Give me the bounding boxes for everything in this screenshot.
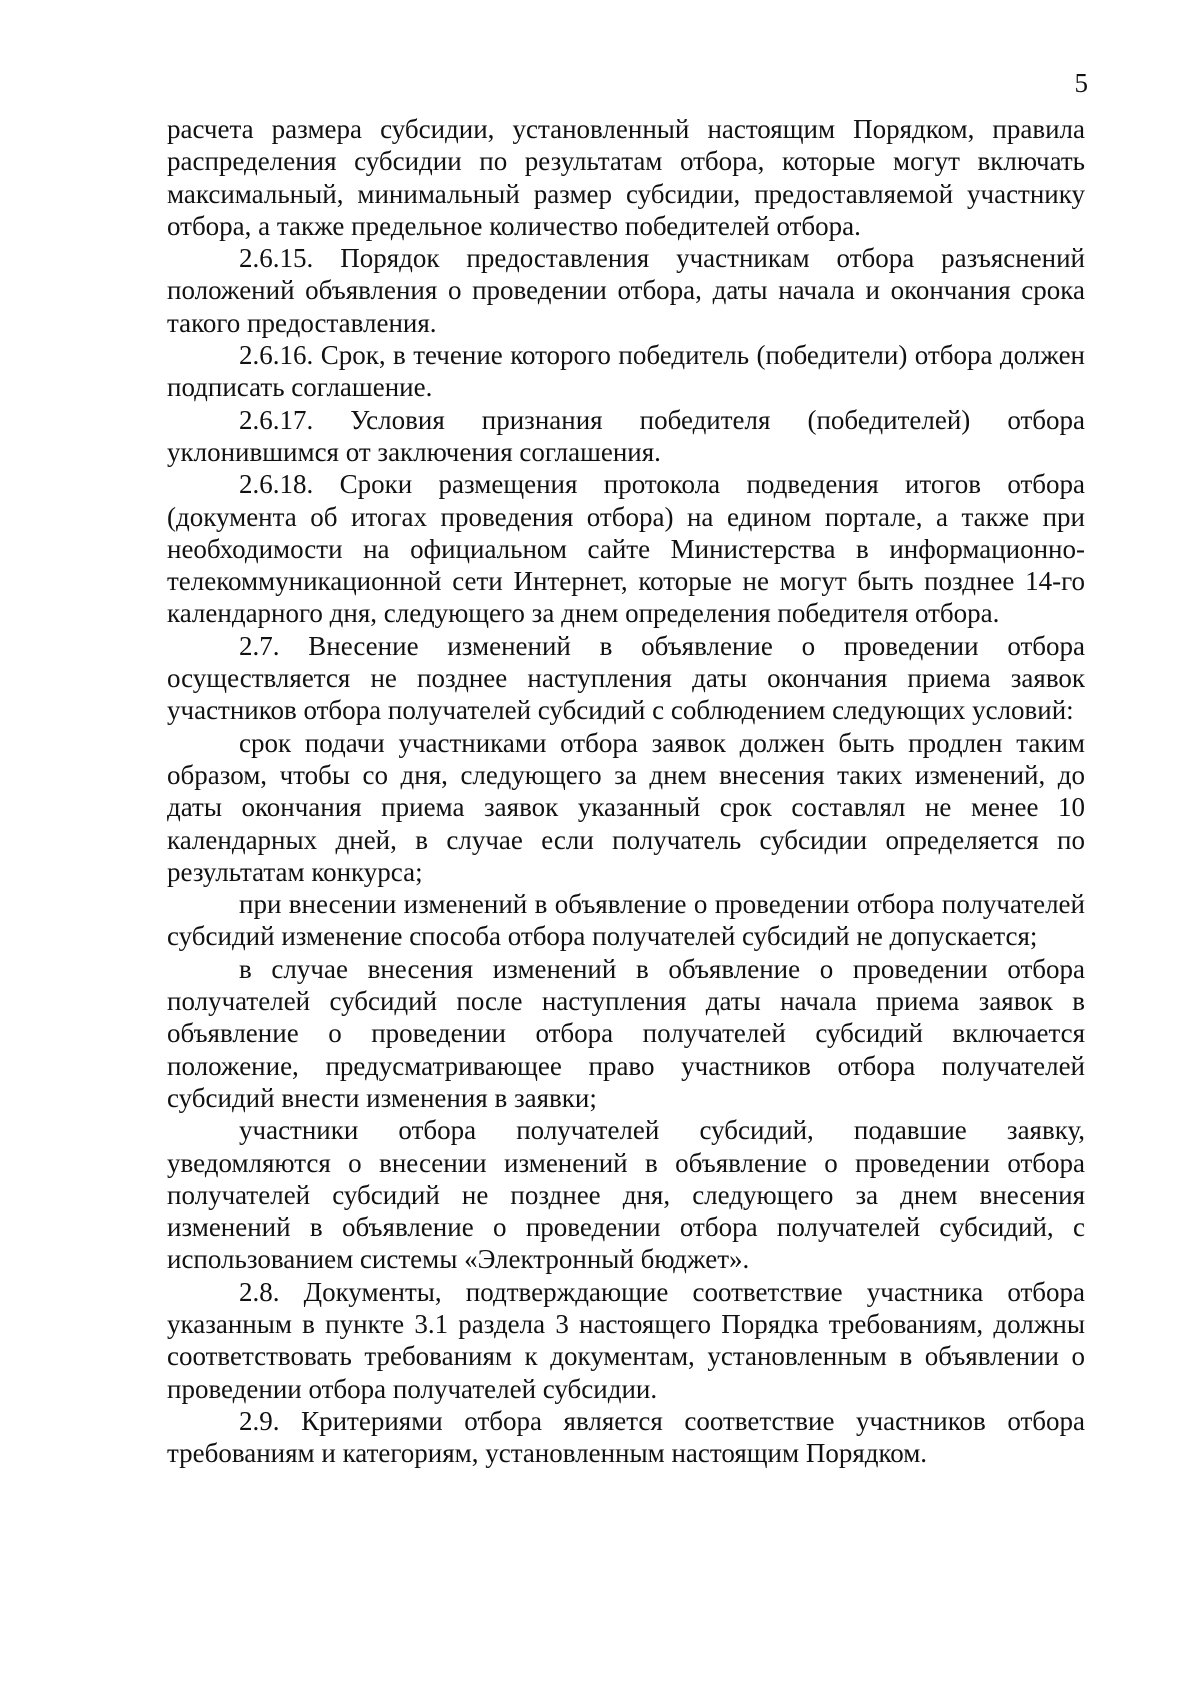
paragraph-2-7: 2.7. Внесение изменений в объявление о проведении отбора осуществляется не позднее наступления даты окончания приема заявок участников отбора получателей субсидий с соблюдением следующих условий: [167, 630, 1085, 726]
paragraph-2-9: 2.9. Критериями отбора является соответствие участников отбора требованиям и категориям, установленным настоящим Порядком. [167, 1405, 1085, 1469]
paragraph-condition-changes: в случае внесения изменений в объявление о проведении отбора получателей субсидий после наступления даты начала приема заявок в объявление о проведении отбора получателей субсидий включается положение, предусматривающее право участников отбора получателей субсидий внести изменения в заявки; [167, 953, 1085, 1113]
paragraph-2-8: 2.8. Документы, подтверждающие соответствие участника отбора указанным в пункте 3.1 раздела 3 настоящего Порядка требованиям, должны соответствовать требованиям к документам, установленным в объявлении о проведении отбора получателей субсидии. [167, 1276, 1085, 1404]
paragraph-condition-method: при внесении изменений в объявление о проведении отбора получателей субсидий изменение способа отбора получателей субсидий не допускается; [167, 889, 1085, 952]
paragraph-2-6-15: 2.6.15. Порядок предоставления участникам отбора разъяснений положений объявления о проведении отбора, даты начала и окончания срока такого предоставления. [167, 243, 1085, 338]
paragraph-2-6-17: 2.6.17. Условия признания победителя (победителей) отбора уклонившимся от заключения соглашения. [167, 404, 1085, 467]
paragraph-continuation: расчета размера субсидии, установленный настоящим Порядком, правила распределения субсидии по результатам отбора, которые могут включать максимальный, минимальный размер субсидии, предоставляемой участнику отбора, а также предельное количество победителей отбора. [167, 114, 1085, 241]
paragraph-2-6-16: 2.6.16. Срок, в течение которого победитель (победители) отбора должен подписать соглашение. [167, 340, 1085, 403]
paragraph-condition-deadline: срок подачи участниками отбора заявок должен быть продлен таким образом, чтобы со дня, следующего за днем внесения таких изменений, до даты окончания приема заявок указанный срок составлял не менее 10 календарных дней, в случае если получатель субсидии определяется по результатам конкурса; [167, 727, 1085, 887]
page-number: 5 [1074, 68, 1088, 98]
document-body [167, 113, 1085, 1469]
paragraph-2-6-18: 2.6.18. Сроки размещения протокола подведения итогов отбора (документа об итогах проведения отбора) на едином портале, а также при необходимости на официальном сайте Министерства в информационно-телекоммуникационной сети Интернет, которые не могут быть позднее 14-го календарного дня, следующего за днем определения победителя отбора. [167, 469, 1085, 629]
paragraph-condition-notification: участники отбора получателей субсидий, подавшие заявку, уведомляются о внесении изменений в объявление о проведении отбора получателей субсидий не позднее дня, следующего за днем внесения изменений в объявление о проведении отбора получателей субсидий, с использованием системы «Электронный бюджет». [167, 1115, 1085, 1275]
